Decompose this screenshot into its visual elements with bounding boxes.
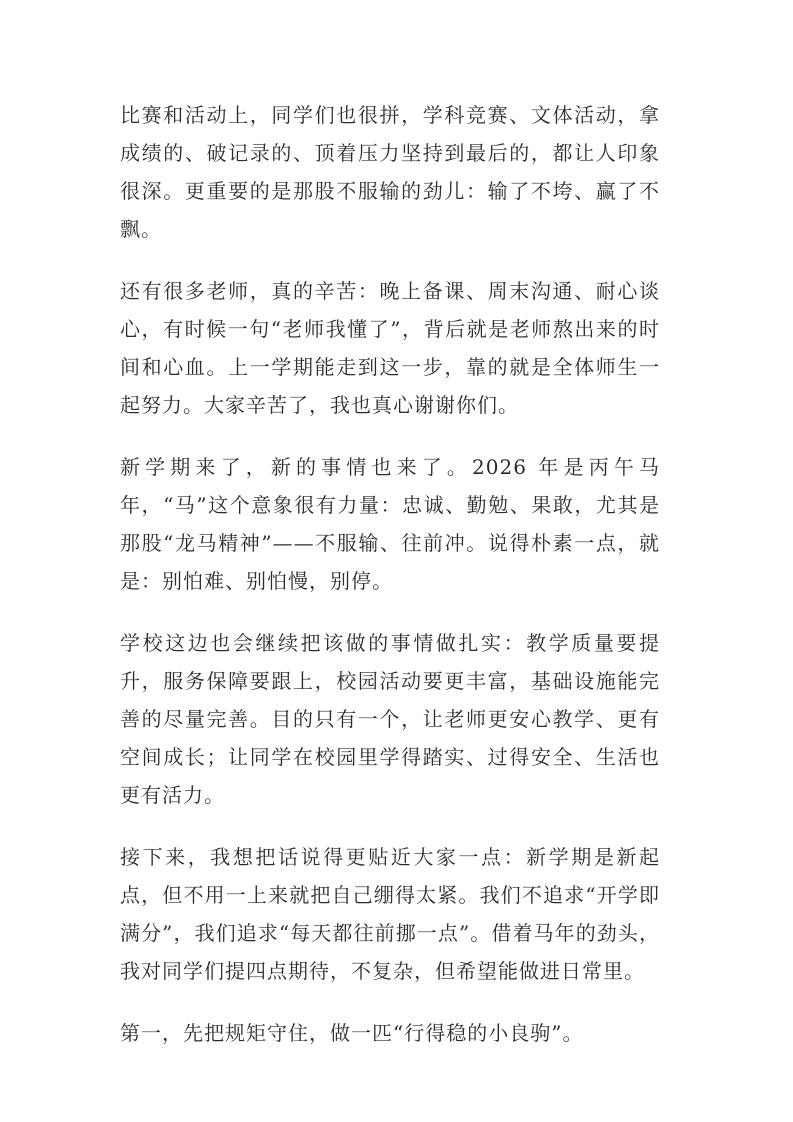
paragraph-first-point: 第一，先把规矩守住，做一匹“行得稳的小良驹”。: [120, 1021, 584, 1045]
paragraph-expectations: 接下来，我想把话说得更贴近大家一点：新学期是新起点，但不用一上来就把自己绷得太紧。我们不追求“开学即满分”，我们追求“每天都往前挪一点”。借着马年的劲头，我对同学们提四点期待，不复杂，但希望能做进日常里。: [120, 845, 660, 983]
paragraph-teachers: 还有很多老师，真的辛苦：晚上备课、周末沟通、耐心谈心，有时候一句“老师我懂了”，背后就是老师熬出来的时间和心血。上一学期能走到这一步，靠的就是全体师生一起努力。大家辛苦了，我也真心谢谢你们。: [120, 279, 660, 417]
paragraph-competitions: 比赛和活动上，同学们也很拼，学科竞赛、文体活动，拿成绩的、破记录的、顶着压力坚持到最后的，都让人印象很深。更重要的是那股不服输的劲儿：输了不垮、赢了不飘。: [120, 103, 660, 241]
paragraph-new-semester: 新学期来了，新的事情也来了。2026 年是丙午马年，“马”这个意象很有力量：忠诚、勤勉、果敢，尤其是那股“龙马精神”——不服输、往前冲。说得朴素一点，就是：别怕难、别怕慢，别停。: [120, 455, 660, 593]
paragraph-school-plans: 学校这边也会继续把该做的事情做扎实：教学质量要提升，服务保障要跟上，校园活动要更丰富，基础设施能完善的尽量完善。目的只有一个，让老师更安心教学、更有空间成长；让同学在校园里学得踏实、过得安全、生活也更有活力。: [120, 631, 660, 807]
document-body: [120, 96, 660, 1052]
